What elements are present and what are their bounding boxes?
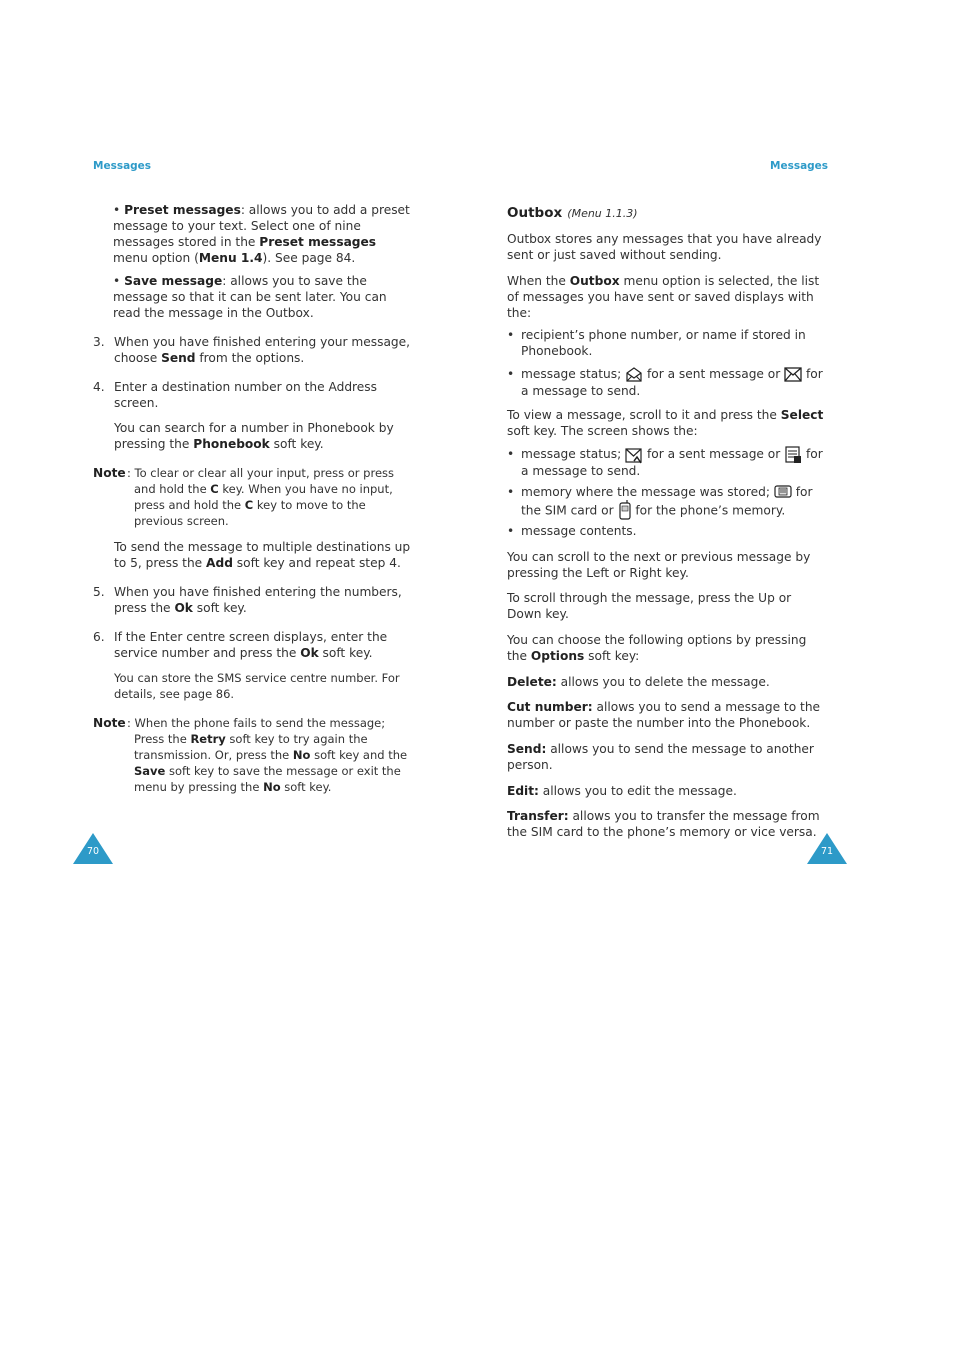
outbox-when: When the Outbox menu option is selected, the list of messages you have sent or saved displays with the: — [507, 274, 820, 320]
outbox-heading — [507, 202, 827, 221]
page-number-left: 70 — [87, 846, 100, 857]
sent-status-icon — [625, 446, 643, 462]
scroll-up-down: To scroll through the message, press the Up or Down key. — [507, 591, 792, 621]
page-number-right: 71 — [821, 846, 834, 857]
unsent-status-icon — [784, 446, 802, 462]
list-1-item-2: • message status; for a sent message or for a message to send. — [507, 367, 823, 398]
closed-envelope-icon — [784, 366, 802, 382]
preset-bullet: • Preset messages: allows you to add a preset message to your text. Select one of nine messages stored in the Preset messages menu option (Menu 1.4). See page 84. — [113, 203, 410, 265]
outbox-intro: Outbox stores any messages that you have already sent or just saved without sending. — [507, 232, 822, 262]
option-cut-number: Cut number: allows you to send a message to the number or paste the number into the Phonebook. — [507, 700, 821, 730]
view-message: To view a message, scroll to it and press the Select soft key. The screen shows the: — [507, 408, 824, 438]
option-send: Send: allows you to send the message to another person. — [507, 742, 814, 772]
left-running-header: Messages — [93, 160, 152, 172]
list-2-item-2: • memory where the message was stored; for the SIM card or for the phone’s memory. — [507, 484, 827, 521]
step-5: 5. When you have finished entering the numbers, press the Ok soft key. — [93, 585, 402, 615]
list-1-item-1: • recipient’s phone number, or name if stored in Phonebook. — [507, 328, 806, 358]
section-title: Outbox — [507, 205, 563, 221]
list-2-item-1: • message status; for a sent message or for a message to send. — [507, 447, 823, 478]
step-4: 4. Enter a destination number on the Address screen. — [93, 380, 377, 410]
options-intro: You can choose the following options by pressing the Options soft key: — [507, 633, 807, 663]
step-3: 3. When you have finished entering your message, choose Send from the options. — [93, 335, 411, 365]
option-transfer: Transfer: allows you to transfer the message from the SIM card to the phone’s memory or vice versa. — [507, 809, 820, 839]
open-envelope-icon — [625, 366, 643, 382]
option-delete: Delete: allows you to delete the message. — [507, 675, 770, 689]
option-edit: Edit: allows you to edit the message. — [507, 784, 737, 798]
step-6-sub: You can store the SMS service centre number. For details, see page 86. — [114, 671, 400, 701]
multi-destination: To send the message to multiple destinations up to 5, press the Add soft key and repeat step 4. — [114, 540, 411, 570]
phone-icon — [618, 500, 632, 520]
note-2: Note : When the phone fails to send the message; Press the Retry soft key to try again the transmission. Or, press the No soft key and the Save soft key to save the message or exit the menu by pressing the No soft key. — [93, 716, 408, 794]
right-running-header: Messages — [770, 160, 829, 172]
save-bullet: • Save message: allows you to save the message so that it can be sent later. You can read the message in the Outbox. — [113, 274, 387, 320]
list-2-item-3: • message contents. — [507, 524, 637, 538]
step-4-sub: You can search for a number in Phonebook by pressing the Phonebook soft key. — [114, 421, 394, 451]
sim-card-icon — [774, 484, 792, 500]
menu-reference: (Menu 1.1.3) — [567, 207, 638, 220]
note-1: Note : To clear or clear all your input, press or press and hold the C key. When you have no input, press and hold the C key to move to the previous screen. — [93, 466, 394, 528]
scroll-left-right: You can scroll to the next or previous message by pressing the Left or Right key. — [507, 550, 811, 580]
step-6: 6. If the Enter centre screen displays, enter the service number and press the Ok soft key. — [93, 630, 388, 660]
